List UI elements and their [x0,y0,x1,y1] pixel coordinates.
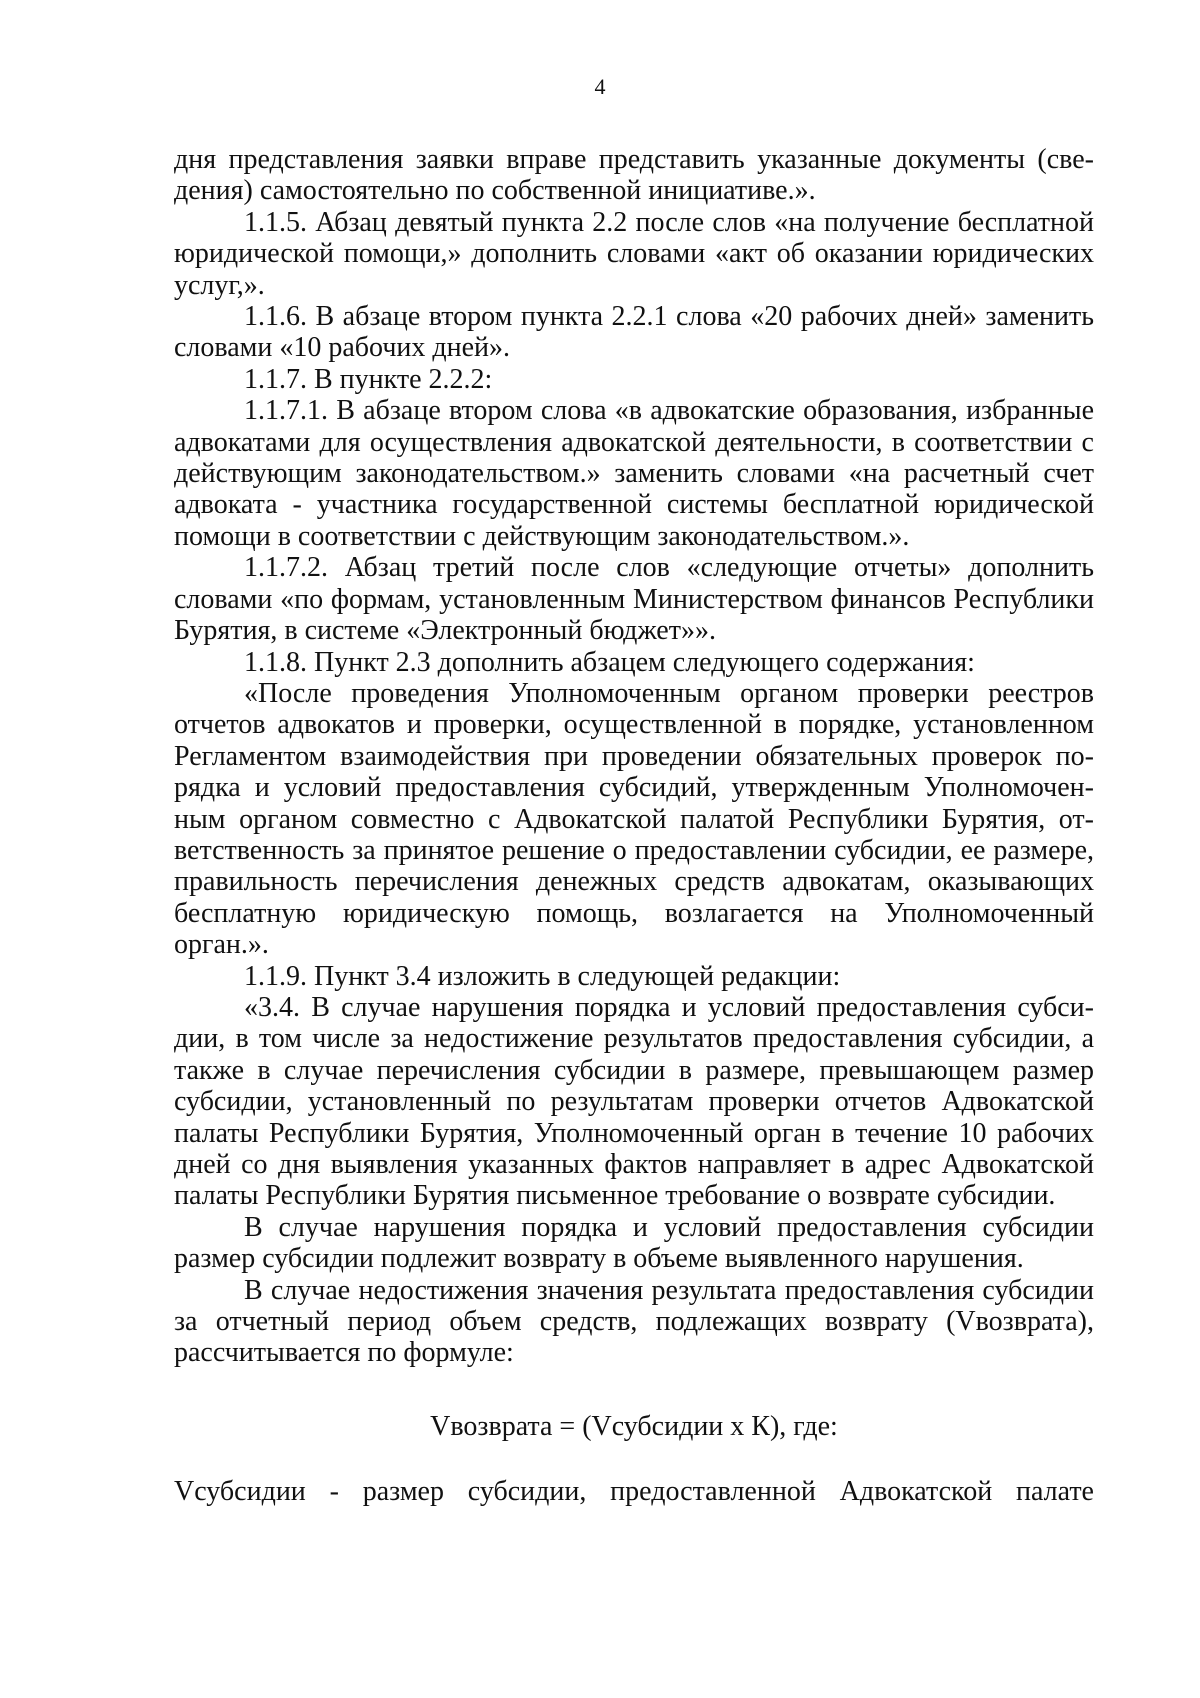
document-body [174,144,1094,1508]
paragraph-violation-refund: В случае нарушения порядка и условий предоставления субсидии размер субсидии подлежит возврату в объеме выявленного нарушения. [174,1211,1094,1275]
formula-definition: Vсубсидии - размер субсидии, предоставленной Адвокатской палате [174,1476,1094,1508]
paragraph-quoted-amendment: «После проведения Уполномоченным органом проверки реестров отчетов адвокатов и проверки, осуществленной в порядке, установленном Регламентом взаимодействия при проведении обязательных проверок порядка и условий предоставления субсидий, утвержденным Уполномоченным органом совместно с Адвокатской палатой Республики Бурятия, ответственность за принятое решение о предоставлении субсидии, ее размере, правильность перечисления денежных средств адвокатам, оказывающих бесплатную юридическую помощь, возлагается на Уполномоченный орган.». [174,677,1094,961]
paragraph-formula-intro: В случае недостижения значения результата предоставления субсидии за отчетный период объем средств, подлежащих возврату (Vвозврата), рассчитывается по формуле: [174,1274,1094,1369]
paragraph-1-1-8: 1.1.8. Пункт 2.3 дополнить абзацем следующего содержания: [244,646,975,678]
paragraph-1-1-7: 1.1.7. В пункте 2.2.2: [244,363,493,395]
paragraph-continuation: дня представления заявки вправе представить указанные документы (сведения) самостоятельно по собственной инициативе.». [174,144,1094,207]
paragraph-1-1-5: 1.1.5. Абзац девятый пункта 2.2 после слов «на получение бесплатной юридической помощи,» дополнить словами «акт об оказании юридических услуг,». [174,206,1094,301]
paragraph-1-1-7-2: 1.1.7.2. Абзац третий после слов «следующие отчеты» дополнить словами «по формам, установленным Министерством финансов Республики Бурятия, в системе «Электронный бюджет»». [174,552,1094,647]
paragraph-1-1-7-1: 1.1.7.1. В абзаце втором слова «в адвокатские образования, избранные адвокатами для осуществления адвокатской деятельности, в соответствии с действующим законодательством.» заменить словами «на расчетный счет адвоката - участника государственной системы бесплатной юридической помощи в соответствии с действующим законодательством.». [174,395,1094,552]
formula: Vвозврата = (Vсубсидии х К), где: [430,1410,838,1442]
paragraph-3-4: «3.4. В случае нарушения порядка и условий предоставления субсидии, в том числе за недостижение результатов предоставления субсидии, а также в случае перечисления субсидии в размере, превышающем размер субсидии, установленный по результатам проверки отчетов Адвокатской палаты Республики Бурятия, Уполномоченный орган в течение 10 рабочих дней со дня выявления указанных фактов направляет в адрес Адвокатской палаты Республики Бурятия письменное требование о возврате субсидии. [174,991,1094,1212]
page-number: 4 [594,74,606,99]
paragraph-1-1-9: 1.1.9. Пункт 3.4 изложить в следующей редакции: [244,960,841,992]
paragraph-1-1-6: 1.1.6. В абзаце втором пункта 2.2.1 слова «20 рабочих дней» заменить словами «10 рабочих дней». [174,301,1094,364]
